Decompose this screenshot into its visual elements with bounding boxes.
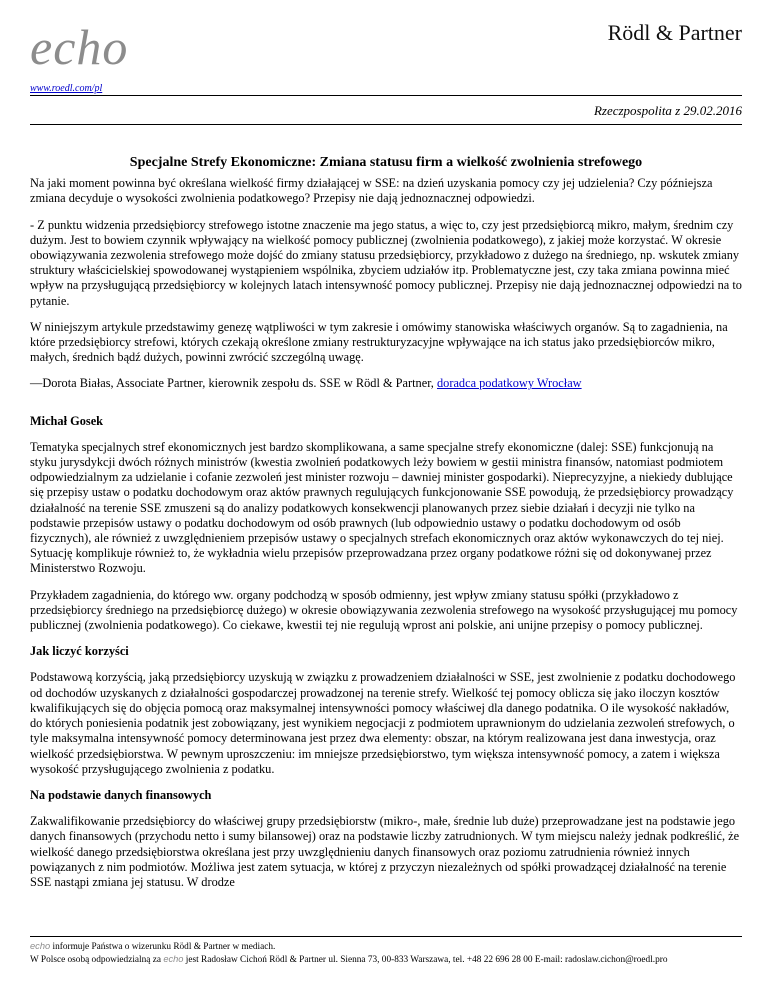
attribution	[30, 376, 742, 391]
paragraph-1: Tematyka specjalnych stref ekonomicznych jest bardzo skomplikowana, a same specjalne strefy ekonomiczne (dalej: SSE) funkcjonują na styku jurysdykcji dwóch różnych ministrów (kwestia zwolnień podatkowych leży bowiem w gestii ministra finansów, natomiast podmiotem odpowiedzialnym za udzielanie i cofanie zezwoleń jest minister rozwoju – dawniej minister gospodarki). Nieprecyzyjne, a niekiedy dublujące się przepisy ustaw o podatku dochodowym oraz aktów prawnych regulujących funkcjonowanie SSE powodują, że przedsiębiorcy prowadzący działalność na terenie SSE zmuszeni są do analizy podatkowych konsekwencji planowanych przez siebie działań i decyzji nie tylko na podstawie przepisów ustawy o podatku dochodowym od osób prawnych (lub odpowiednio ustawy o podatku dochodowym od osób fizycznych), ale również z uwzględnieniem przepisów ustawy o specjalnych strefach ekonomicznych oraz aktów wykonawczych do tej niej. Sytuację komplikuje również to, że wykładnia wielu przepisów przeprowadzana przez organy podatkowe różni się od dokonywanej przez Ministerstwo Rozwoju.	[30, 439, 734, 576]
echo-logo: echo	[30, 19, 129, 75]
header-divider-bottom	[30, 124, 742, 125]
article-body	[30, 155, 742, 901]
subheading-financial-data: Na podstawie danych finansowych	[30, 787, 212, 802]
paragraph-4: Zakwalifikowanie przedsiębiorcy do właściwej grupy przedsiębiorstw (mikro-, małe, średnie lub duże) przeprowadzane jest na podstawie jego danych finansowych (przychodu netto i sumy bilansowej) oraz na podstawie liczby zatrudnionych. W tym miejscu należy jednak podkreślić, że wielkość danego przedsiębiorstwa określana jest przy uwzględnieniu danych finansowych oraz poziomu zatrudnienia również innych powiązanych z nim podmiotów. Możliwa jest zatem sytuacja, w której z przyczyn niezależnych od spółki prowadzącej działalność na terenie SSE nastąpi zmiana jej statusu. W drodze	[30, 814, 740, 889]
article-quote: - Z punktu widzenia przedsiębiorcy strefowego istotne znaczenie ma jego status, a więc to, czy jest przedsiębiorcą mikro, małym, średnim czy dużym. Jest to bowiem czynnik wpływający na wielkość pomocy publicznej (zwolnienia podatkowego), z jakiej może korzystać. W okresie obowiązywania zezwolenia strefowego może dojść do zmiany statusu przedsiębiorcy, przykładowo z dużego na średniego, np. wskutek zmiany struktury właścicielskiej spowodowanej wystąpieniem wspólnika, zbyciem udziałów itp. Problematyczne jest, czy taka zmiana powinna mieć wpływ na przysługującą przedsiębiorcy w kolejnych latach intensywność pomocy publicznej. Przepisy nie dają jednoznacznej odpowiedzi na to pytanie.	[30, 217, 742, 308]
footer-divider	[30, 936, 742, 937]
brand-name: Rödl & Partner	[607, 20, 742, 45]
source-date: Rzeczpospolita z 29.02.2016	[593, 103, 742, 118]
article-intro: W niniejszym artykule przedstawimy genezę wątpliwości w tym zakresie i omówimy stanowiska właściwych organów. Są to zagadnienia, na które przedsiębiorcy strefowi, których czekają określone zmiany restrukturyzacyjne wpływające na ich status jako przedsiębiorców mikro, małych, średnich bądź dużych, powinni zwrócić szczególną uwagę.	[30, 319, 728, 365]
author-name: Michał Gosek	[30, 413, 104, 428]
footer-line-2-end: jest Radosław Cichoń Rödl & Partner ul. Sienna 73, 00-833 Warszawa, tel. +48 22 696 28 00 E-mail: radoslaw.cichon@roedl.pro	[183, 955, 668, 965]
paragraph-2: Przykładem zagadnienia, do którego ww. organy podchodzą w sposób odmienny, jest wpływ zmiany statusu spółki (przykładowo z przedsiębiorcy średniego na przedsiębiorcę dużego) w okresie obowiązywania zezwolenia strefowego na wysokość przysługującej mu pomocy publicznej (zwolnienia podatkowego). Co ciekawe, kwestii tej nie regulują wprost ani polskie, ani unijne przepisy o pomocy publicznej.	[30, 587, 738, 633]
header-divider-top	[30, 95, 742, 96]
footer-line-2-start: W Polsce osobą odpowiedzialną za	[30, 955, 164, 965]
subheading-benefits: Jak liczyć korzyści	[30, 644, 129, 659]
footer-echo-logo-2: echo	[163, 954, 184, 964]
attribution-text: —Dorota Białas, Associate Partner, kierownik zespołu ds. SSE w Rödl & Partner,	[30, 376, 437, 391]
footer-line-1	[30, 940, 742, 953]
website-link[interactable]: www.roedl.com/pl	[30, 83, 103, 94]
footer-echo-logo: echo	[30, 941, 51, 951]
article-lead: Na jaki moment powinna być określana wielkość firmy działającej w SSE: na dzień uzyskania pomocy czy jej udzielenia? Czy późniejsza zmiana decyduje o wysokości zwolnienia podatkowego? Przepisy nie dają jednoznacznej odpowiedzi.	[30, 176, 713, 206]
footer-line-2	[30, 953, 742, 966]
attribution-link[interactable]: doradca podatkowy Wrocław	[436, 376, 582, 391]
paragraph-3: Podstawową korzyścią, jaką przedsiębiorcy uzyskują w związku z prowadzeniem działalności w SSE, jest zwolnienie z podatku dochodowego od dochodów uzyskanych z działalności gospodarczej prowadzonej na terenie strefy. Wielkość tej pomocy oblicza się jako iloczyn kosztów kwalifikujących się do objęcia pomocą oraz maksymalnej intensywności pomocy właściwej dla danego podatnika. O ile wysokość nakładów, do których poniesienia podatnik jest zobowiązany, jest wynikiem negocjacji z podmiotem uprawnionym do udzielania zezwoleń strefowych, o tyle maksymalna intensywność pomocy determinowana jest przez dwa elementy: obszar, na którym realizowana jest dana inwestycja, oraz wielkość przedsiębiorstwa. W pewnym uproszczeniu: im mniejsze przedsiębiorstwo, tym większa intensywność pomocy, a zatem i większa wysokość przysługującego zwolnienia z podatku.	[30, 670, 736, 776]
footer-line-1-text: informuje Państwa o wizerunku Rödl & Partner w mediach.	[50, 942, 276, 952]
footer	[30, 940, 742, 966]
article-title: Specjalne Strefy Ekonomiczne: Zmiana statusu firm a wielkość zwolnienia strefowego	[129, 155, 643, 170]
